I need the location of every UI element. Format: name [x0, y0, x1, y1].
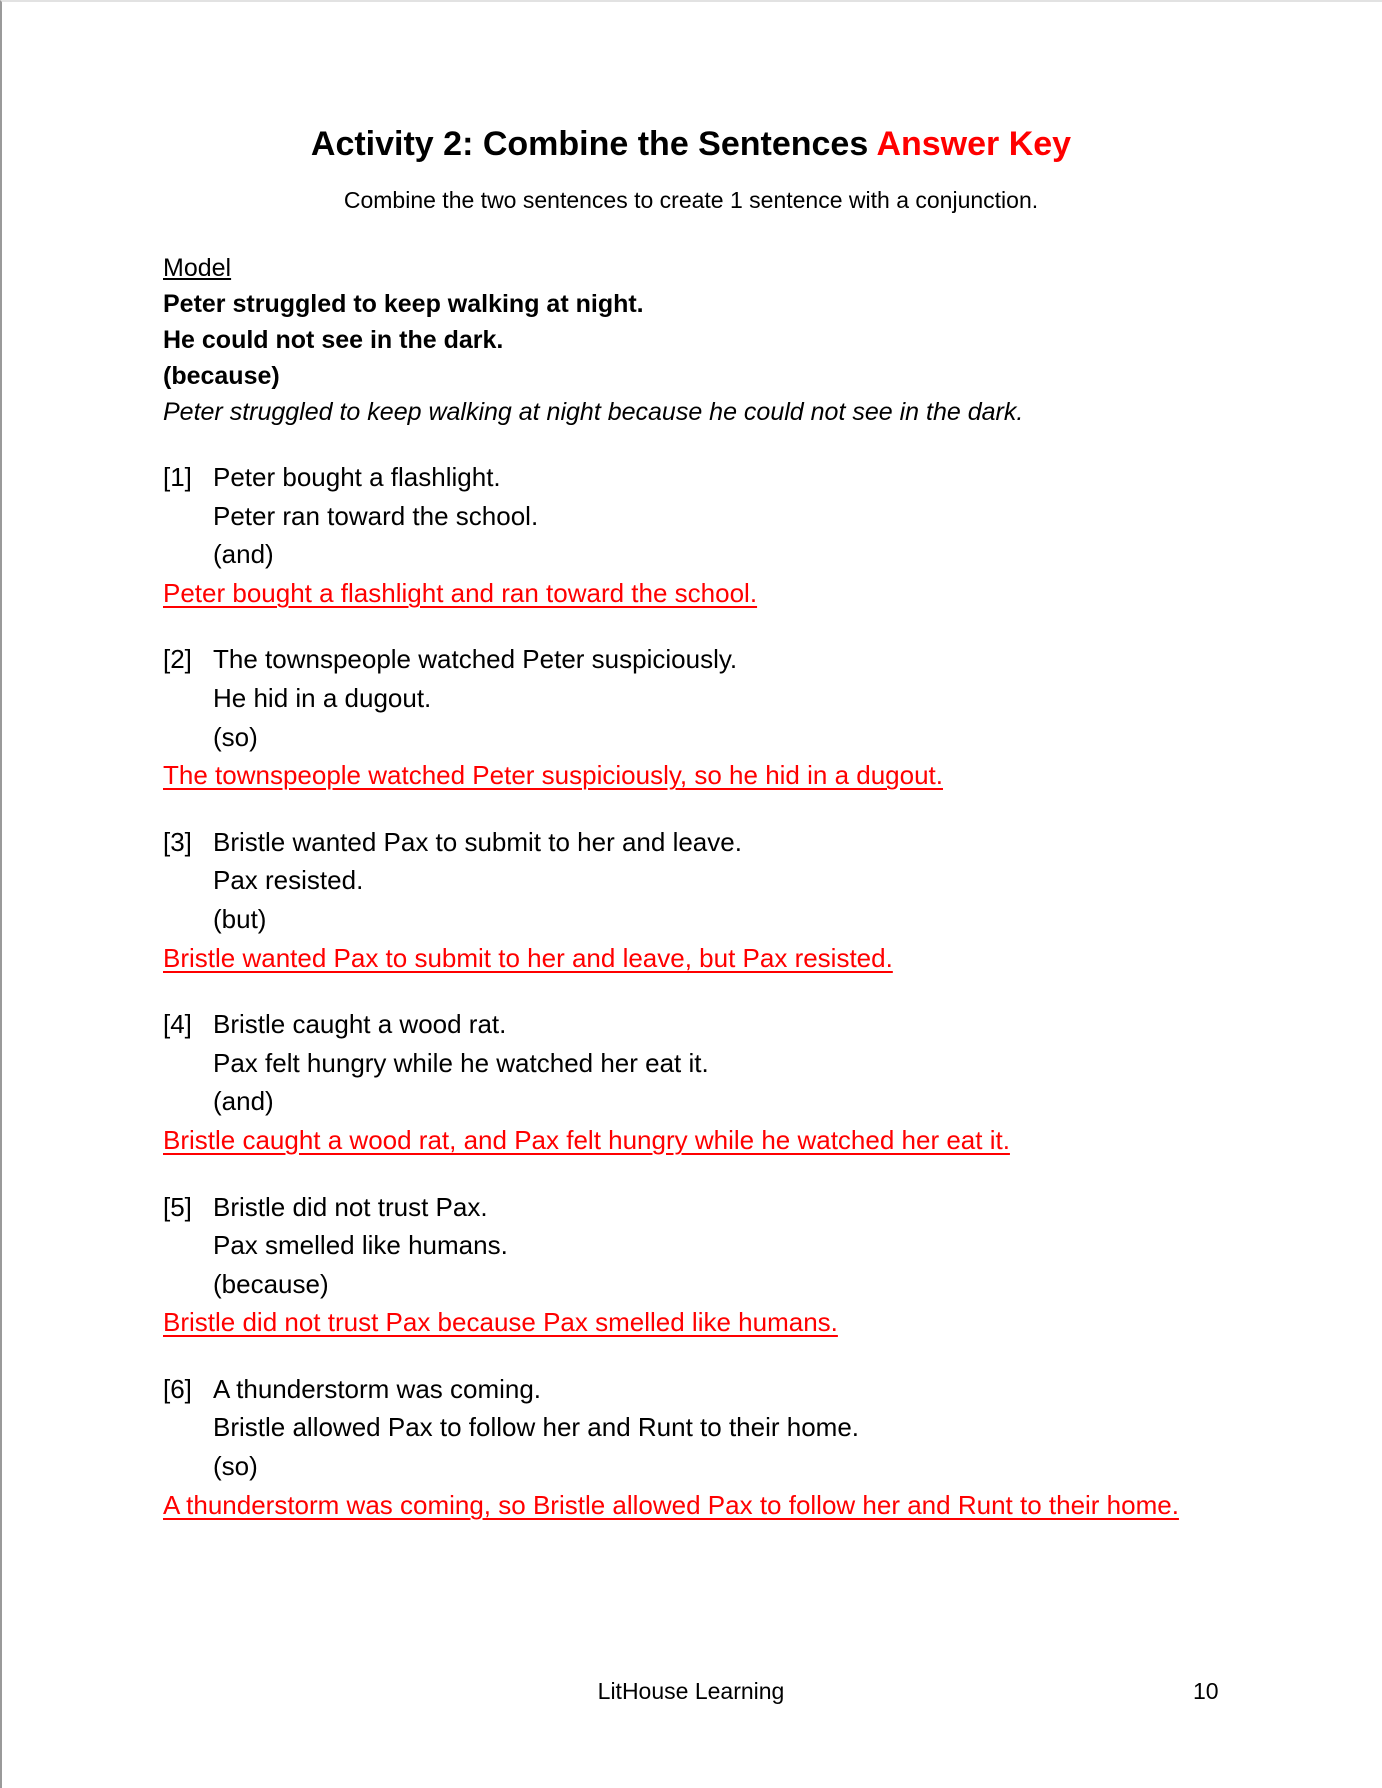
exercise-sentence-2: Peter ran toward the school. — [213, 500, 539, 531]
worksheet-content — [163, 250, 1243, 1552]
exercise-item — [163, 1370, 1243, 1524]
page-title — [0, 122, 1382, 166]
exercise-number: [6] — [163, 1373, 192, 1404]
exercise-item — [163, 1005, 1243, 1159]
exercise-first-line — [163, 1370, 1243, 1409]
exercise-sentence-1: Bristle wanted Pax to submit to her and leave. — [213, 826, 742, 857]
exercise-answer: Peter bought a flashlight and ran toward the school. — [163, 577, 758, 608]
exercise-first-line — [163, 1005, 1243, 1044]
page-number: 10 — [1193, 1678, 1219, 1704]
exercise-number: [5] — [163, 1191, 192, 1222]
exercise-item — [163, 640, 1243, 794]
exercise-conjunction: (but) — [213, 903, 267, 934]
exercise-sentence-2: He hid in a dugout. — [213, 682, 432, 713]
exercise-first-line — [163, 458, 1243, 497]
model-sentence-1: Peter struggled to keep walking at night. — [163, 290, 644, 318]
exercise-first-line — [163, 640, 1243, 679]
exercise-conjunction: (so) — [213, 721, 258, 752]
exercise-answer: Bristle did not trust Pax because Pax smelled like humans. — [163, 1307, 838, 1338]
exercise-first-line — [163, 1188, 1243, 1227]
exercise-item — [163, 458, 1243, 612]
exercise-sentence-1: Peter bought a flashlight. — [213, 462, 501, 492]
exercise-answer: Bristle caught a wood rat, and Pax felt hungry while he watched her eat it. — [163, 1124, 1010, 1155]
instructions: Combine the two sentences to create 1 sentence with a conjunction. — [343, 187, 1039, 213]
exercise-sentence-2: Pax smelled like humans. — [213, 1230, 508, 1261]
exercise-item — [163, 1188, 1243, 1342]
model-conjunction: (because) — [163, 362, 280, 390]
exercise-conjunction: (because) — [213, 1268, 329, 1299]
exercise-answer: Bristle wanted Pax to submit to her and leave, but Pax resisted. — [163, 942, 893, 973]
model-sentence-2: He could not see in the dark. — [163, 326, 504, 354]
exercise-number: [1] — [163, 462, 192, 492]
exercise-sentence-2: Pax resisted. — [213, 865, 364, 896]
title-text: Activity 2: Combine the Sentences — [310, 125, 869, 163]
exercise-number: [2] — [163, 644, 192, 675]
exercise-sentence-1: Bristle caught a wood rat. — [213, 1009, 507, 1040]
footer-brand: LitHouse Learning — [597, 1678, 785, 1704]
model-heading: Model — [163, 254, 232, 282]
model-example — [163, 250, 1243, 430]
exercise-conjunction: (and) — [213, 539, 274, 570]
exercise-item — [163, 823, 1243, 977]
exercise-first-line — [163, 823, 1243, 862]
exercise-sentence-2: Bristle allowed Pax to follow her and Runt to their home. — [213, 1412, 860, 1443]
exercise-conjunction: (and) — [213, 1086, 274, 1117]
model-answer: Peter struggled to keep walking at night because he could not see in the dark. — [163, 398, 1024, 426]
exercise-sentence-1: Bristle did not trust Pax. — [213, 1191, 488, 1222]
exercise-sentence-1: A thunderstorm was coming. — [213, 1373, 542, 1404]
exercise-sentence-2: Pax felt hungry while he watched her eat it. — [213, 1047, 709, 1078]
exercise-number: [3] — [163, 826, 192, 857]
exercise-answer: The townspeople watched Peter suspiciously, so he hid in a dugout. — [163, 760, 943, 791]
exercise-answer: A thunderstorm was coming, so Bristle allowed Pax to follow her and Runt to their home. — [163, 1489, 1179, 1520]
exercise-number: [4] — [163, 1009, 192, 1040]
exercise-conjunction: (so) — [213, 1451, 258, 1482]
exercise-sentence-1: The townspeople watched Peter suspiciously. — [213, 644, 738, 675]
exercise-list — [163, 458, 1243, 1524]
answer-key-label: Answer Key — [876, 125, 1072, 163]
